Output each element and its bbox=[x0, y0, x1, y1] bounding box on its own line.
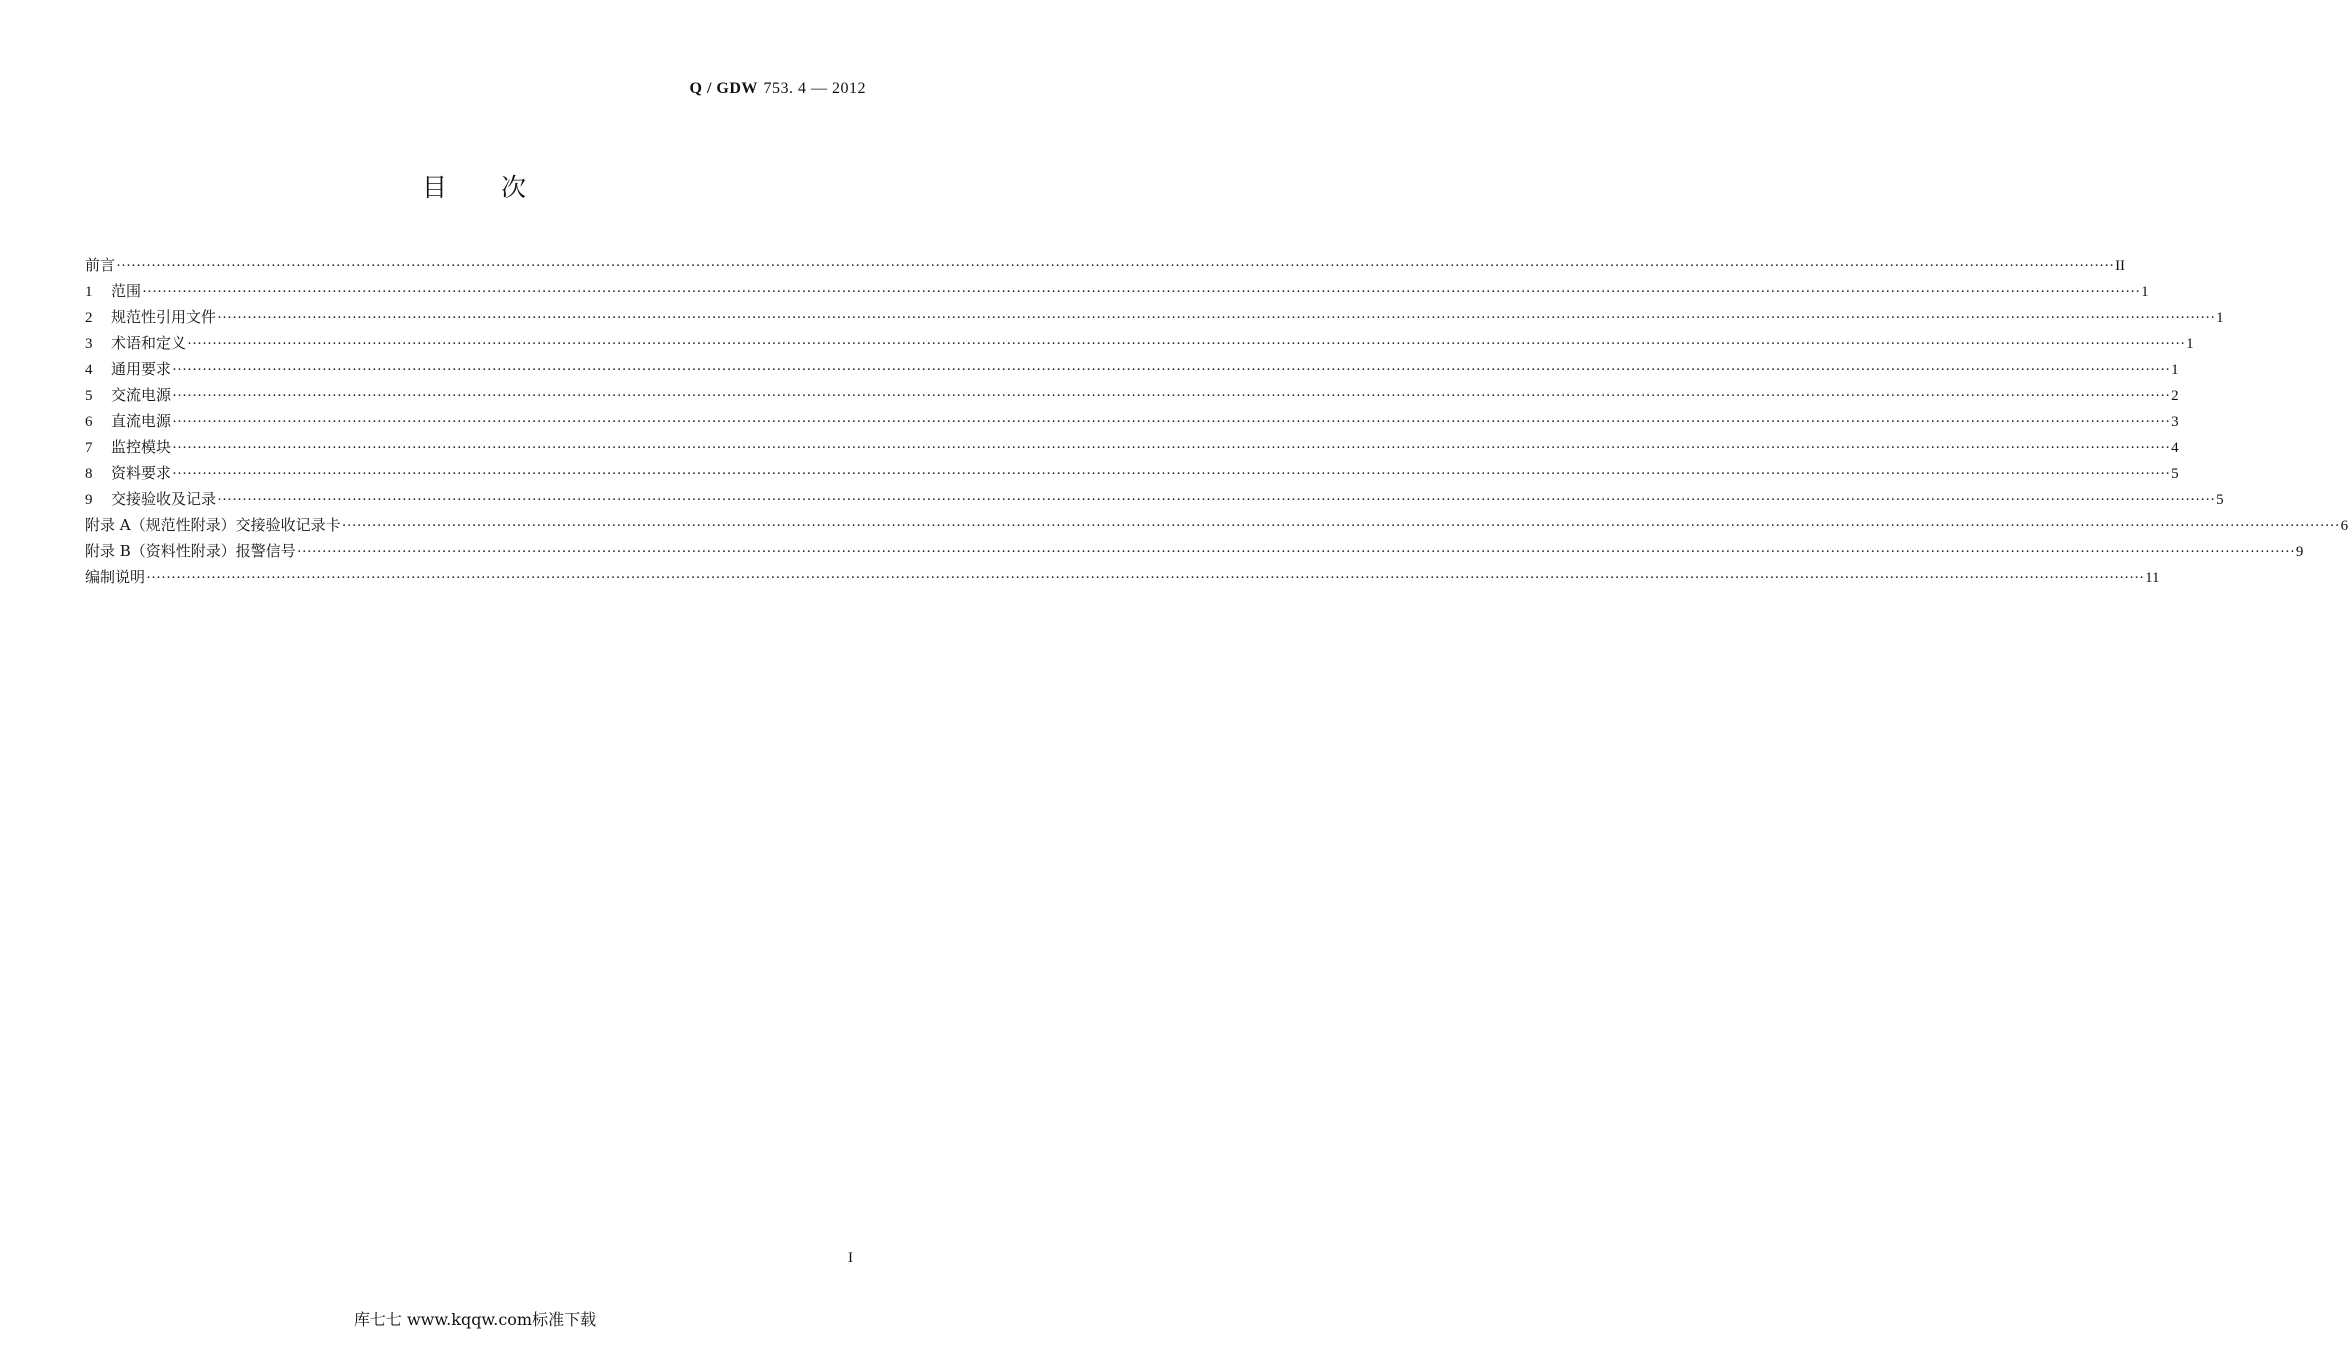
toc-entry-page: 2 bbox=[2171, 388, 2179, 404]
toc-entry-number: 6 bbox=[85, 414, 93, 430]
toc-entry[interactable] bbox=[85, 408, 2179, 434]
toc-entry[interactable] bbox=[85, 278, 2149, 304]
toc-dot-leader: ················································································································································································································································································································································································································ bbox=[146, 570, 2145, 586]
toc-entry[interactable] bbox=[85, 460, 2179, 486]
toc-entry-page: 9 bbox=[2295, 544, 2304, 560]
standard-number: 753. 4 — 2012 bbox=[763, 80, 866, 97]
toc-entry-label: 交接验收及记录 bbox=[111, 490, 217, 508]
page-number: I bbox=[848, 1250, 853, 1266]
table-of-contents bbox=[85, 252, 2348, 590]
toc-entry-number: 3 bbox=[85, 336, 93, 352]
toc-entry[interactable] bbox=[85, 356, 2179, 382]
toc-entry-page: 11 bbox=[2145, 570, 2160, 586]
toc-entry-label: 附录 A（规范性附录）交接验收记录卡 bbox=[85, 516, 341, 534]
toc-entry-label: 前言 bbox=[85, 256, 116, 274]
toc-entry-label: 范围 bbox=[111, 282, 142, 300]
toc-entry-label: 监控模块 bbox=[111, 438, 172, 456]
toc-entry[interactable] bbox=[85, 434, 2179, 460]
toc-dot-leader: ················································································································································································································································································································································································································ bbox=[172, 388, 2171, 404]
toc-entry-label: 直流电源 bbox=[111, 412, 172, 430]
toc-entry-page: 1 bbox=[2186, 336, 2194, 352]
footer-watermark: 库七七 www.kqqw.com标准下载 bbox=[353, 1310, 597, 1329]
document-header bbox=[690, 78, 866, 98]
toc-entry-number: 9 bbox=[85, 492, 93, 508]
toc-entry-label: 编制说明 bbox=[85, 568, 146, 586]
toc-dot-leader: ················································································································································································································································································································································································································ bbox=[172, 466, 2171, 482]
toc-dot-leader: ················································································································································································································································································································································································································ bbox=[187, 336, 2186, 352]
toc-entry[interactable] bbox=[85, 538, 2304, 564]
toc-entry-label: 交流电源 bbox=[111, 386, 172, 404]
toc-entry[interactable] bbox=[85, 304, 2224, 330]
toc-entry-label: 附录 B（资料性附录）报警信号 bbox=[85, 542, 296, 560]
title-char-1: 目 bbox=[421, 173, 449, 202]
toc-entry-page: 6 bbox=[2340, 518, 2348, 534]
toc-dot-leader: ················································································································································································································································································································································································································ bbox=[116, 258, 2115, 274]
toc-entry-page: 5 bbox=[2216, 492, 2224, 508]
toc-entry-number: 7 bbox=[85, 440, 93, 456]
toc-entry-page: 3 bbox=[2171, 414, 2179, 430]
standard-code: Q / GDW bbox=[689, 80, 758, 97]
toc-entry-number: 5 bbox=[85, 388, 93, 404]
toc-entry-label: 通用要求 bbox=[111, 360, 172, 378]
toc-entry-label: 规范性引用文件 bbox=[111, 308, 217, 326]
toc-dot-leader: ················································································································································································································································································································································································································ bbox=[217, 310, 2216, 326]
toc-dot-leader: ················································································································································································································································································································································································································ bbox=[296, 544, 2295, 560]
page-title bbox=[0, 168, 950, 204]
toc-entry[interactable] bbox=[85, 330, 2194, 356]
toc-entry-page: II bbox=[2115, 258, 2126, 274]
toc-entry-label: 资料要求 bbox=[111, 464, 172, 482]
toc-entry-number: 1 bbox=[85, 284, 93, 300]
toc-dot-leader: ················································································································································································································································································································································································································ bbox=[341, 518, 2340, 534]
toc-entry-label: 术语和定义 bbox=[111, 334, 187, 352]
toc-dot-leader: ················································································································································································································································································································································································································ bbox=[217, 492, 2216, 508]
toc-entry-number: 8 bbox=[85, 466, 93, 482]
toc-dot-leader: ················································································································································································································································································································································································································ bbox=[172, 362, 2171, 378]
title-char-2: 次 bbox=[501, 173, 529, 202]
toc-entry-page: 1 bbox=[2171, 362, 2179, 378]
toc-entry[interactable] bbox=[85, 564, 2160, 590]
toc-entry[interactable] bbox=[85, 382, 2179, 408]
toc-entry[interactable] bbox=[85, 512, 2348, 538]
toc-entry-number: 4 bbox=[85, 362, 93, 378]
toc-entry-page: 5 bbox=[2171, 466, 2179, 482]
toc-dot-leader: ················································································································································································································································································································································································································ bbox=[142, 284, 2141, 300]
toc-dot-leader: ················································································································································································································································································································································································································ bbox=[172, 414, 2171, 430]
toc-entry-page: 1 bbox=[2141, 284, 2149, 300]
toc-entry-page: 4 bbox=[2171, 440, 2179, 456]
toc-entry-number: 2 bbox=[85, 310, 93, 326]
toc-dot-leader: ················································································································································································································································································································································································································ bbox=[172, 440, 2171, 456]
toc-entry[interactable] bbox=[85, 486, 2224, 512]
toc-entry[interactable] bbox=[85, 252, 2126, 278]
toc-entry-page: 1 bbox=[2216, 310, 2224, 326]
